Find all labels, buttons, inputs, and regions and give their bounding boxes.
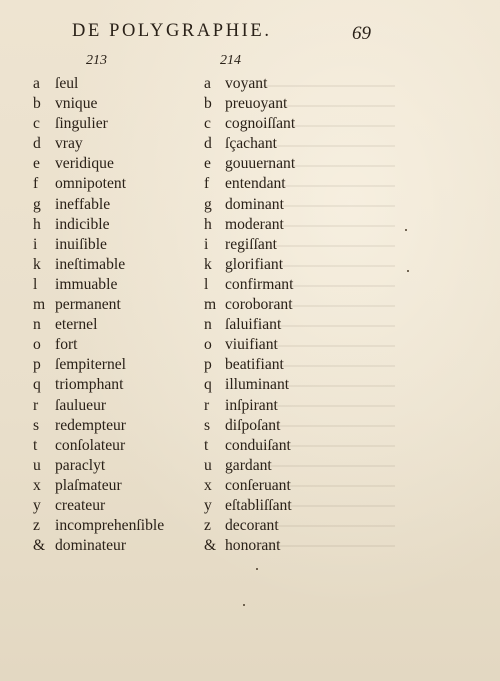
cipher-row: [33, 496, 164, 516]
cipher-letter: p: [204, 356, 212, 374]
cipher-row: [204, 215, 295, 235]
cipher-row: [204, 335, 295, 355]
cipher-letter: p: [33, 356, 41, 374]
cipher-row: [33, 315, 164, 335]
paper-speck: [407, 270, 409, 272]
cipher-letter: i: [204, 235, 209, 253]
cipher-word: ſçachant: [225, 135, 277, 153]
cipher-row: [204, 114, 295, 134]
cipher-letter: &: [204, 537, 217, 555]
cipher-letter: n: [204, 316, 212, 334]
cipher-letter: i: [33, 235, 38, 253]
cipher-letter: q: [33, 376, 41, 394]
cipher-word: paraclyt: [55, 456, 106, 474]
cipher-word: honorant: [225, 537, 281, 555]
cipher-letter: g: [204, 195, 212, 213]
cipher-letter: h: [33, 215, 41, 233]
cipher-row: [33, 134, 164, 154]
cipher-word: conſeruant: [225, 476, 291, 494]
cipher-letter: x: [33, 476, 41, 494]
running-title: DE POLYGRAPHIE.: [72, 21, 272, 41]
cipher-letter: c: [33, 115, 40, 133]
paper-speck: [405, 229, 407, 231]
cipher-row: [33, 74, 164, 94]
cipher-row: [33, 255, 164, 275]
cipher-row: [33, 114, 164, 134]
right-cipher-column: [204, 74, 295, 556]
cipher-row: [204, 134, 295, 154]
cipher-word: eſtabliſſant: [225, 496, 292, 514]
cipher-word: decorant: [225, 517, 279, 535]
cipher-letter: h: [204, 215, 212, 233]
cipher-letter: x: [204, 476, 212, 494]
cipher-row: [33, 195, 164, 215]
cipher-letter: f: [33, 175, 39, 193]
cipher-word: inſpirant: [225, 396, 278, 414]
cipher-word: confirmant: [225, 275, 294, 293]
cipher-row: [204, 154, 295, 174]
cipher-word: immuable: [55, 275, 118, 293]
cipher-word: indicible: [55, 215, 110, 233]
cipher-row: [204, 396, 295, 416]
cipher-row: [204, 456, 295, 476]
cipher-row: [33, 536, 164, 556]
cipher-word: ineſtimable: [55, 255, 126, 273]
cipher-word: voyant: [225, 75, 268, 92]
cipher-row: [204, 174, 295, 194]
cipher-letter: z: [33, 517, 40, 535]
cipher-word: moderant: [225, 215, 284, 233]
cipher-letter: n: [33, 316, 41, 334]
cipher-word: veridique: [55, 155, 114, 173]
cipher-word: dominant: [225, 195, 284, 213]
cipher-word: redempteur: [55, 416, 127, 434]
cipher-row: [33, 516, 164, 536]
cipher-word: incomprehenſible: [55, 517, 165, 535]
cipher-letter: s: [33, 416, 40, 434]
cipher-letter: q: [204, 376, 212, 394]
cipher-letter: a: [204, 75, 211, 92]
cipher-letter: b: [204, 95, 212, 113]
cipher-letter: o: [204, 336, 212, 354]
cipher-letter: u: [33, 456, 41, 474]
cipher-letter: m: [33, 296, 46, 314]
cipher-row: [33, 94, 164, 114]
cipher-letter: a: [33, 75, 40, 92]
cipher-letter: r: [204, 396, 210, 414]
cipher-word: fort: [55, 336, 78, 354]
cipher-row: [33, 174, 164, 194]
cipher-row: [204, 375, 295, 395]
cipher-row: [204, 74, 295, 94]
left-column-number: 213: [86, 53, 107, 68]
cipher-word: triomphant: [55, 376, 124, 394]
cipher-row: [204, 476, 295, 496]
cipher-letter: l: [33, 275, 38, 293]
cipher-row: [204, 436, 295, 456]
cipher-letter: t: [33, 436, 38, 454]
paper-speck: [256, 568, 258, 570]
cipher-letter: d: [33, 135, 41, 153]
cipher-letter: e: [33, 155, 40, 173]
cipher-row: [33, 396, 164, 416]
cipher-word: ſingulier: [55, 115, 108, 133]
cipher-row: [33, 295, 164, 315]
left-cipher-column: [33, 74, 164, 556]
right-column-number: 214: [220, 53, 241, 68]
cipher-word: conduiſant: [225, 436, 291, 454]
cipher-word: ſempiternel: [55, 356, 127, 374]
cipher-row: [33, 355, 164, 375]
cipher-word: beatifiant: [225, 356, 284, 374]
cipher-letter: g: [33, 195, 41, 213]
cipher-letter: d: [204, 135, 212, 153]
cipher-letter: o: [33, 336, 41, 354]
cipher-row: [204, 536, 295, 556]
cipher-letter: &: [33, 537, 46, 555]
cipher-word: glorifiant: [225, 255, 284, 273]
cipher-row: [204, 255, 295, 275]
cipher-row: [33, 456, 164, 476]
cipher-word: eternel: [55, 316, 98, 334]
cipher-word: ineffable: [55, 195, 111, 213]
cipher-letter: y: [204, 496, 212, 514]
cipher-letter: l: [204, 275, 209, 293]
cipher-letter: b: [33, 95, 41, 113]
cipher-row: [204, 516, 295, 536]
cipher-row: [33, 275, 164, 295]
cipher-row: [33, 154, 164, 174]
cipher-row: [204, 416, 295, 436]
cipher-word: entendant: [225, 175, 286, 193]
cipher-letter: f: [204, 175, 210, 193]
cipher-word: diſpoſant: [225, 416, 281, 434]
cipher-word: permanent: [55, 296, 121, 314]
cipher-word: ſeul: [55, 75, 79, 92]
cipher-row: [204, 235, 295, 255]
cipher-word: vnique: [55, 95, 98, 113]
cipher-word: createur: [55, 496, 106, 514]
cipher-letter: s: [204, 416, 211, 434]
cipher-word: inuiſible: [55, 235, 107, 253]
cipher-letter: u: [204, 456, 212, 474]
cipher-word: illuminant: [225, 376, 290, 394]
cipher-word: preuoyant: [225, 95, 288, 113]
cipher-row: [204, 275, 295, 295]
cipher-letter: t: [204, 436, 209, 454]
cipher-letter: c: [204, 115, 211, 133]
paper-speck: [243, 604, 245, 606]
cipher-row: [33, 215, 164, 235]
cipher-letter: e: [204, 155, 211, 173]
cipher-row: [204, 315, 295, 335]
cipher-word: coroborant: [225, 296, 293, 314]
cipher-row: [33, 375, 164, 395]
cipher-word: plaſmateur: [55, 476, 122, 494]
cipher-word: omnipotent: [55, 175, 127, 193]
cipher-row: [204, 195, 295, 215]
cipher-row: [33, 476, 164, 496]
cipher-letter: k: [33, 255, 41, 273]
cipher-letter: k: [204, 255, 212, 273]
cipher-row: [204, 295, 295, 315]
cipher-row: [204, 94, 295, 114]
cipher-word: gardant: [225, 456, 272, 474]
cipher-row: [204, 496, 295, 516]
cipher-row: [33, 436, 164, 456]
cipher-letter: y: [33, 496, 41, 514]
cipher-word: cognoiſſant: [225, 115, 296, 133]
cipher-word: regiſſant: [225, 235, 277, 253]
cipher-row: [204, 355, 295, 375]
cipher-letter: r: [33, 396, 39, 414]
cipher-word: viuifiant: [225, 336, 278, 354]
cipher-word: ſaluifiant: [225, 316, 282, 334]
cipher-letter: z: [204, 517, 211, 535]
cipher-word: conſolateur: [55, 436, 126, 454]
cipher-word: ſaulueur: [55, 396, 107, 414]
cipher-row: [33, 235, 164, 255]
cipher-word: vray: [55, 135, 83, 153]
page-number: 69: [352, 23, 371, 44]
cipher-word: gouuernant: [225, 155, 296, 173]
cipher-word: dominateur: [55, 537, 127, 555]
cipher-row: [33, 416, 164, 436]
cipher-letter: m: [204, 296, 217, 314]
cipher-row: [33, 335, 164, 355]
